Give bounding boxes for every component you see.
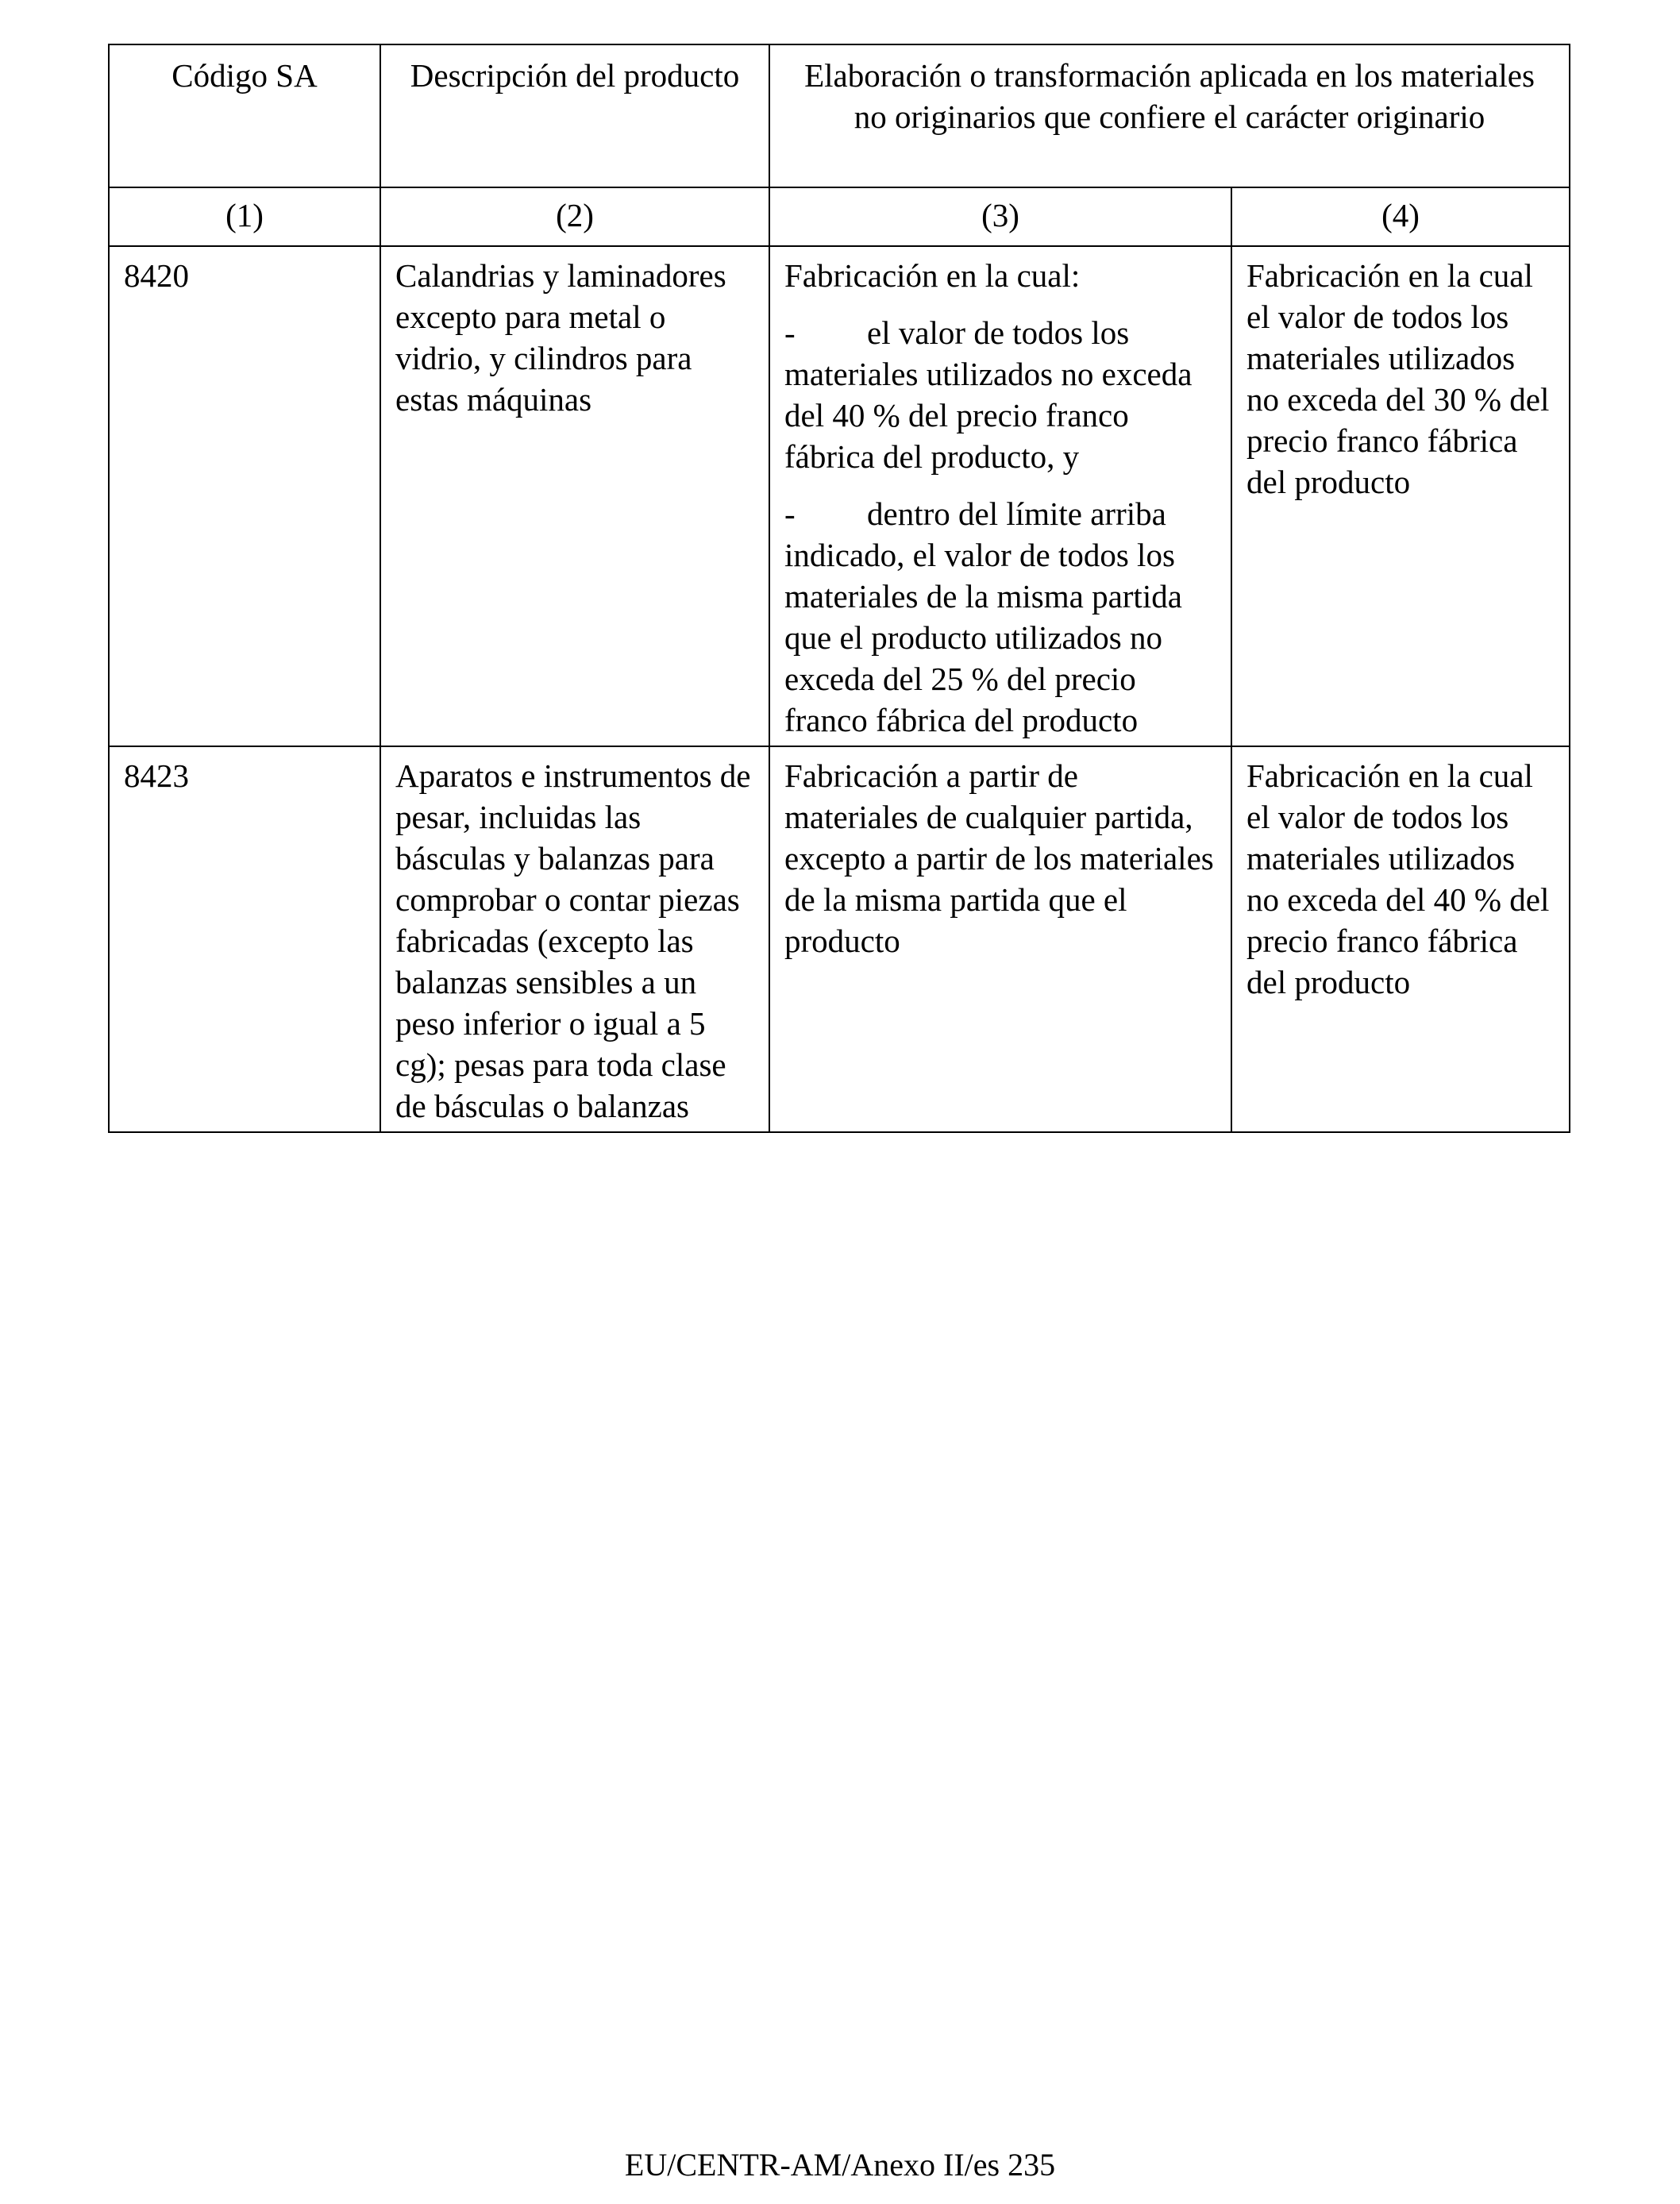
rule-intro: Fabricación en la cual: [784, 257, 1081, 294]
row-description: Calandrias y laminadores excepto para metal o vidrio, y cilindros para estas máquinas [380, 246, 769, 746]
header-row [109, 44, 1570, 187]
rules-table [108, 44, 1570, 1133]
header-working-processing: Elaboración o transformación aplicada en los materiales no originarios que confiere el carácter originario [769, 44, 1570, 187]
row-hs-code: 8420 [109, 246, 380, 746]
page-footer: EU/CENTR-AM/Anexo II/es 235 [624, 2147, 1056, 2183]
row-rule-col3: Fabricación a partir de materiales de cualquier partida, excepto a partir de los materiales de la misma partida que el producto [769, 746, 1231, 1132]
column-number-2: (2) [380, 187, 769, 246]
table-row [109, 746, 1570, 1132]
column-number-row [109, 187, 1570, 246]
row-rule-col4: Fabricación en la cual el valor de todos los materiales utilizados no exceda del 40 % del precio franco fábrica del producto [1231, 746, 1570, 1132]
row-hs-code: 8423 [109, 746, 380, 1132]
rule-list-item [784, 493, 1216, 741]
dash-marker: - [784, 495, 796, 532]
row-description: Aparatos e instrumentos de pesar, incluidas las básculas y balanzas para comprobar o contar piezas fabricadas (excepto las balanzas sensibles a un peso inferior o igual a 5 cg); pesas para toda clase de básculas o balanzas [380, 746, 769, 1132]
header-product-description: Descripción del producto [380, 44, 769, 187]
column-number-4: (4) [1231, 187, 1570, 246]
row-rule-col4: Fabricación en la cual el valor de todos los materiales utilizados no exceda del 30 % del precio franco fábrica del producto [1231, 246, 1570, 746]
dash-marker: - [784, 314, 796, 351]
row-rule-col3 [769, 246, 1231, 746]
rule-list-item [784, 312, 1216, 477]
header-hs-code: Código SA [109, 44, 380, 187]
rule-list-item-text: dentro del límite arriba indicado, el valor de todos los materiales de la misma partida que el producto utilizados no exceda del 25 % del precio franco fábrica del producto [784, 495, 1182, 738]
column-number-1: (1) [109, 187, 380, 246]
column-number-3: (3) [769, 187, 1231, 246]
table-row [109, 246, 1570, 746]
rule-list-item-text: el valor de todos los materiales utilizados no exceda del 40 % del precio franco fábrica del producto, y [784, 314, 1193, 475]
